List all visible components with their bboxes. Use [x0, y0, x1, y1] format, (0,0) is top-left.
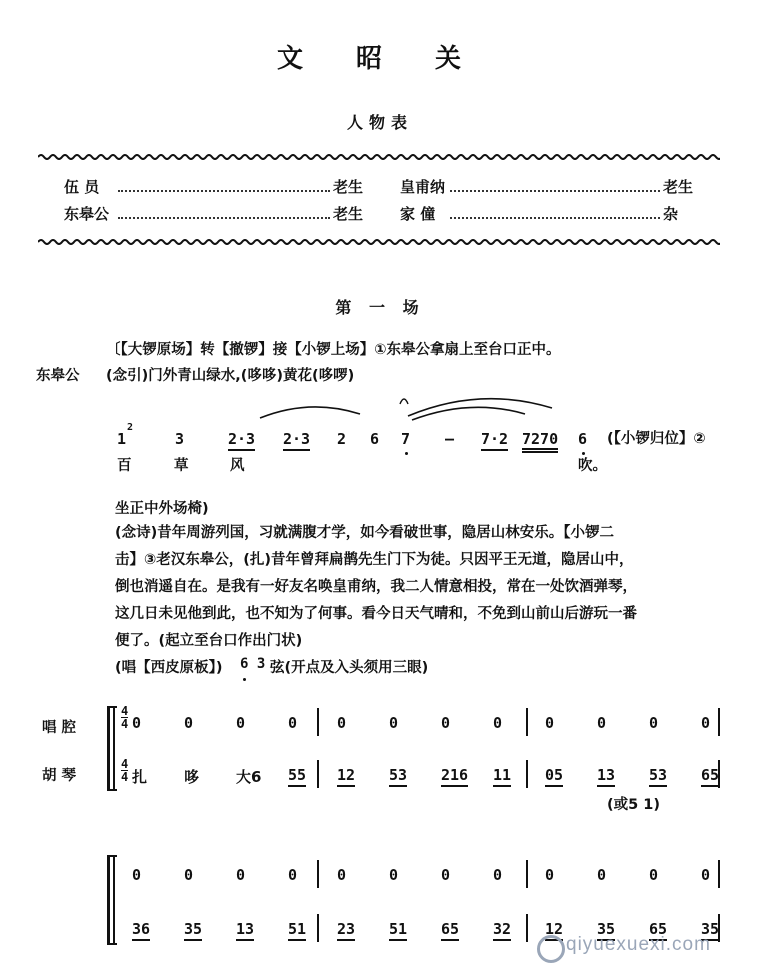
voice-note: 0	[701, 866, 711, 884]
voice-note: 0	[441, 866, 451, 884]
slur-arcs	[240, 388, 570, 422]
barline	[718, 708, 720, 736]
scene-heading: 第 一 场	[335, 298, 425, 317]
voice-note: 0	[493, 866, 503, 884]
voice-note: 0	[337, 714, 347, 732]
fiddle-note: 35	[184, 920, 202, 941]
note: –	[445, 430, 455, 448]
cast-role-3: 老生	[663, 178, 694, 196]
low-octave-dot	[243, 678, 246, 681]
sing-cue-tail: 弦(开点及入头须用三眼)	[270, 660, 429, 676]
voice-note: 0	[701, 714, 711, 732]
part-label-voice: 唱 腔	[42, 720, 77, 736]
barline	[317, 760, 319, 788]
system-bracket	[107, 855, 110, 945]
wavy-divider-top	[38, 153, 720, 161]
voice-note: 0	[184, 866, 194, 884]
page-title: 文 昭 关	[276, 44, 484, 74]
fiddle-note: 51	[389, 920, 407, 941]
voice-note: 0	[545, 714, 555, 732]
barline	[526, 860, 528, 888]
cast-role-2: 老生	[333, 205, 364, 223]
voice-note: 0	[649, 714, 659, 732]
speaker-label: 东皋公	[36, 368, 80, 384]
fiddle-note: 53	[389, 766, 407, 787]
note: 1	[117, 430, 127, 448]
fiddle-note: 35	[701, 920, 719, 941]
fiddle-note: 12	[337, 766, 355, 787]
dot-leader	[118, 190, 330, 192]
barline	[317, 860, 319, 888]
voice-note: 0	[649, 866, 659, 884]
note: 7270	[522, 430, 558, 453]
voice-note: 0	[132, 714, 142, 732]
fiddle-note: 55	[288, 766, 306, 787]
stage-direction-1: 〔【大锣原场】转【撤锣】接【小锣上场】①东皋公拿扇上至台口正中。	[106, 342, 561, 358]
barline	[718, 860, 720, 888]
time-signature-fiddle: 4 4	[121, 757, 129, 784]
bracket-cap	[107, 943, 117, 945]
fiddle-note: 扎	[132, 768, 148, 786]
voice-note: 0	[184, 714, 194, 732]
fiddle-note: 53	[649, 766, 667, 787]
voice-note: 0	[236, 866, 246, 884]
cast-name-4: 家 僮	[400, 205, 436, 223]
barline	[317, 914, 319, 942]
note: 3	[175, 430, 185, 448]
fiddle-note: 35	[597, 920, 615, 941]
fiddle-note: 13	[236, 920, 254, 941]
fiddle-note: 哆	[184, 768, 200, 786]
fiddle-note: 216	[441, 766, 468, 787]
fiddle-note: 65	[649, 920, 667, 941]
dot-leader	[450, 217, 660, 219]
barline	[526, 760, 528, 788]
voice-note: 0	[597, 866, 607, 884]
fiddle-note: 11	[493, 766, 511, 787]
note: 7·2	[481, 430, 508, 451]
lyric: 风	[230, 458, 245, 474]
lyric: 百	[117, 458, 132, 474]
dot-leader	[118, 217, 330, 219]
recitation-line: 倒也消遥自在。是我有一好友名唤皇甫纳，我二人情意相投，常在一处饮酒弹琴，	[115, 579, 637, 595]
time-signature-voice: 4 4	[121, 704, 129, 731]
barline-start	[113, 855, 115, 945]
chant-line: (念引)门外青山绿水,(哆哆)黄花(哆啰)	[106, 368, 355, 384]
bracket-cap	[107, 855, 117, 857]
cast-role-1: 老生	[333, 178, 364, 196]
note: 7	[401, 430, 411, 448]
recitation-line: 击】③老汉东皋公，(扎)昔年曾拜扁鹊先生门下为徒。只因平王无道，隐居山中，	[115, 552, 634, 568]
dot-leader	[450, 190, 660, 192]
bracket-cap	[107, 789, 117, 791]
system-bracket	[107, 706, 110, 791]
lyric: 草	[174, 458, 189, 474]
watermark: qiyuexuexi.com	[566, 934, 711, 955]
fiddle-note: 23	[337, 920, 355, 941]
fiddle-note: 大6	[236, 768, 262, 786]
barline-start	[113, 706, 115, 791]
voice-note: 0	[389, 866, 399, 884]
cast-role-4: 杂	[663, 205, 679, 223]
voice-note: 0	[389, 714, 399, 732]
cast-name-2: 东皋公	[64, 205, 110, 223]
note: 2·3	[283, 430, 310, 451]
fiddle-note: 13	[597, 766, 615, 787]
recitation-line: 这几日未见他到此，也不知为了何事。看今日天气晴和，不免到山前山后游玩一番	[115, 606, 637, 622]
grace-note: 2	[127, 422, 134, 433]
stage-direction-2: 坐正中外场椅)	[115, 501, 209, 517]
voice-note: 0	[493, 714, 503, 732]
bracket-cap	[107, 706, 117, 708]
fiddle-note: 32	[493, 920, 511, 941]
voice-note: 0	[597, 714, 607, 732]
sing-cue-notes: 6 3	[240, 656, 266, 672]
fiddle-note: 05	[545, 766, 563, 787]
voice-note: 0	[337, 866, 347, 884]
watermark-logo-icon	[537, 935, 565, 963]
recitation-line: 便了。(起立至台口作出门状)	[115, 633, 303, 649]
cast-name-1: 伍 员	[64, 178, 100, 196]
voice-note: 0	[288, 714, 298, 732]
note: 2	[337, 430, 347, 448]
fiddle-note: 36	[132, 920, 150, 941]
alternate-note: (或5 1)	[607, 797, 660, 813]
low-octave-dot	[405, 452, 408, 455]
sing-cue-label: (唱【西皮原板】)	[115, 660, 223, 676]
barline	[317, 708, 319, 736]
wavy-divider-bottom	[38, 238, 720, 246]
voice-note: 0	[441, 714, 451, 732]
notation-tail-text: (【小锣归位】②	[607, 431, 706, 447]
fiddle-note: 65	[701, 766, 719, 787]
cast-name-3: 皇甫纳	[400, 178, 446, 196]
cast-heading: 人物表	[346, 113, 413, 132]
note: 6	[370, 430, 380, 448]
lyric: 吹。	[578, 458, 607, 474]
fiddle-note: 65	[441, 920, 459, 941]
fiddle-note: 12	[545, 920, 563, 941]
fiddle-note: 51	[288, 920, 306, 941]
note: 6	[578, 430, 588, 448]
voice-note: 0	[132, 866, 142, 884]
barline	[526, 708, 528, 736]
part-label-fiddle: 胡 琴	[42, 768, 77, 784]
voice-note: 0	[236, 714, 246, 732]
voice-note: 0	[288, 866, 298, 884]
voice-note: 0	[545, 866, 555, 884]
recitation-line: (念诗)昔年周游列国，习就满腹才学，如今看破世事，隐居山林安乐。【小锣二	[115, 525, 615, 541]
note: 2·3	[228, 430, 255, 451]
barline	[526, 914, 528, 942]
